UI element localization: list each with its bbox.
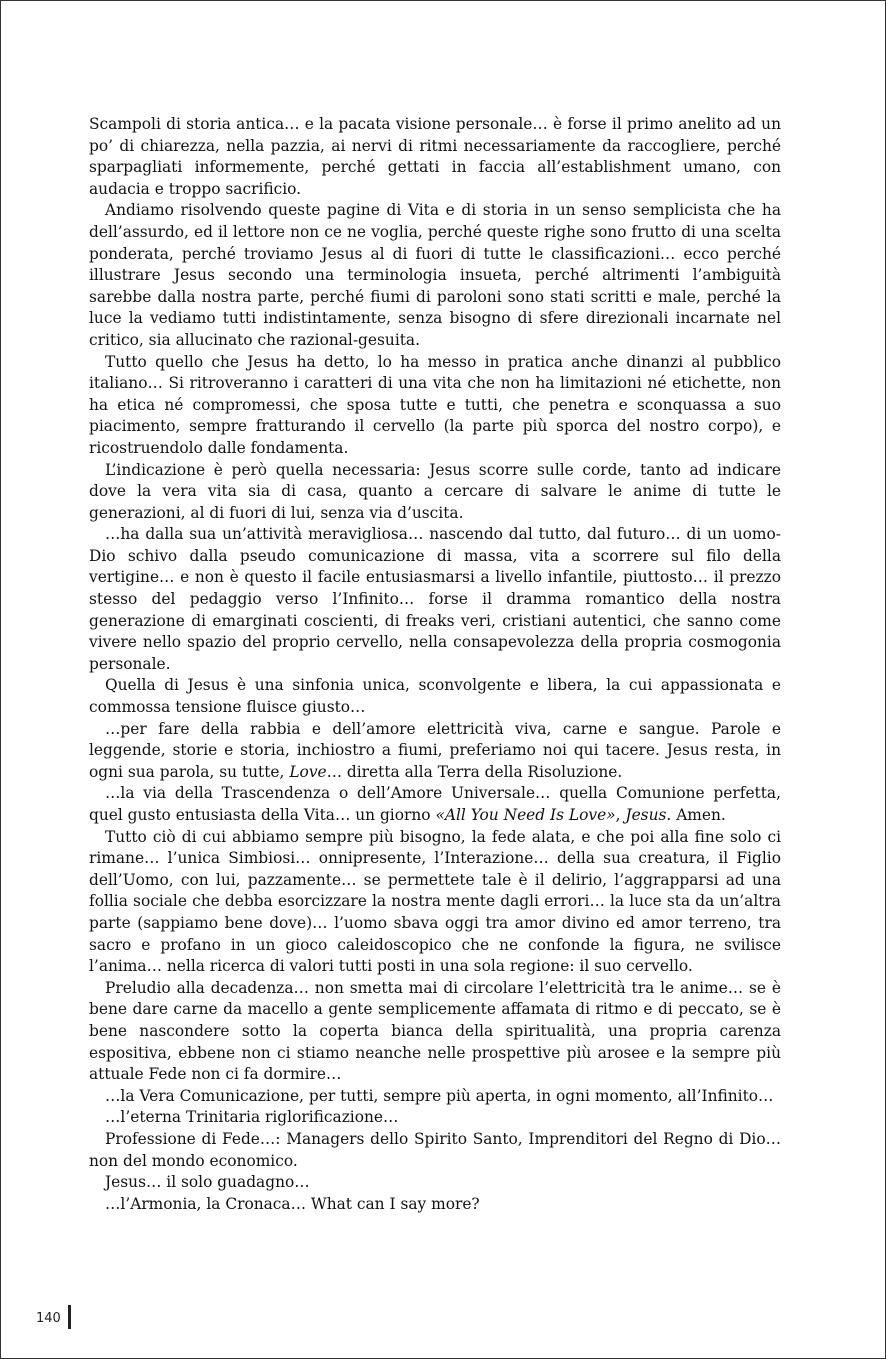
paragraph-5: …ha dalla sua un’attività meravigliosa… nascendo dal tutto, dal futuro… di un uomo-Dio schivo dalla pseudo comunicazione di massa, vita a scorrere sul filo della vertigine… e non è questo il facile entusiasmarsi a livello infantile, piuttosto… il prezzo stesso del pedaggio verso l’Infinito… forse il dramma romantico della nostra generazione di emarginati coscienti, di freaks veri, cristiani autentici, che sanno come vivere nello spazio del proprio cervello, nella consapevolezza della propria cosmogonia personale. <box>89 525 781 673</box>
paragraph-12: …l’eterna Trinitaria riglorificazione… <box>105 1108 399 1127</box>
page-number: 140 <box>36 1311 61 1326</box>
paragraph-11: …la Vera Comunicazione, per tutti, sempre più aperta, in ogni momento, all’Infinito… <box>105 1086 774 1105</box>
paragraph-9: Tutto ciò di cui abbiamo sempre più bisogno, la fede alata, e che poi alla fine solo ci rimane… l’unica Simbiosi… onnipresente, l’Interazione… della sua creatura, il Figlio dell’Uomo, con lui, pazzamente… se permettete tale è il delirio, l’aggrapparsi ad una follia sociale che debba esorcizzare la nostra mente dagli errori… la luce sta da un’altra parte (sappiamo bene dove)… l’uomo sbava oggi tra amor divino ed amor terreno, tra sacro e profano in un gioco caleidoscopico che ne confonde la figura, ne svilisce l’anima… nella ricerca di valori tutti posti in una sola regione: il suo cervello. <box>89 827 781 976</box>
paragraph-3: Tutto quello che Jesus ha detto, lo ha messo in pratica anche dinanzi al pubblico italiano… Si ritroveranno i caratteri di una vita che non ha limitazioni né etichette, non ha etica né compromessi, che sposa tutte e tutti, che penetra e sconquassa a suo piacimento, sempre fratturando il cervello (la parte più sporca del nostro corpo), e ricostruendolo dalle fondamenta. <box>89 352 781 457</box>
paragraph-6: Quella di Jesus è una sinfonia unica, sconvolgente e libera, la cui appassionata e commossa tensione fluisce giusto… <box>89 676 781 717</box>
paragraph-7: …per fare della rabbia e dell’amore elettricità viva, carne e sangue. Parole e leggende, storie e storia, inchiostro a fiumi, preferiamo noi qui tacere. Jesus resta, in ogni sua parola, su tutte, Love… diretta alla Terra della Risoluzione. <box>89 719 781 781</box>
page-number-rule <box>68 1305 71 1329</box>
paragraph-14: Jesus… il solo guadagno… <box>105 1173 310 1192</box>
body-text <box>89 114 781 1215</box>
italic-love: Love <box>289 762 327 781</box>
italic-song-title: «All You Need Is Love» <box>435 806 616 824</box>
italic-jesus: Jesus <box>625 806 667 824</box>
paragraph-1: Scampoli di storia antica… e la pacata visione personale… è forse il primo anelito ad un po’ di chiarezza, nella pazzia, ai nervi di ritmi necessariamente da raccogliere, perché sparpagliati informemente, perché gettati in faccia all’establishment umano, con audacia e troppo sacrificio. <box>89 115 781 198</box>
paragraph-4: L’indicazione è però quella necessaria: Jesus scorre sulle corde, tanto ad indicare dove la vera vita sia di casa, quanto a cercare di salvare le anime di tutte le generazioni, al di fuori di lui, senza via d’uscita. <box>89 460 781 522</box>
paragraph-13: Professione di Fede…: Managers dello Spirito Santo, Imprenditori del Regno di Dio… non del mondo economico. <box>89 1129 781 1170</box>
paragraph-15: …l’Armonia, la Cronaca… What can I say more? <box>105 1194 480 1213</box>
paragraph-2: Andiamo risolvendo queste pagine di Vita e di storia in un senso semplicista che ha dell’assurdo, ed il lettore non ce ne voglia, perché queste righe sono frutto di una scelta ponderata, perché troviamo Jesus al di fuori di tutte le classificazioni… ecco perché illustrare Jesus secondo una terminologia insueta, perché altrimenti l’ambiguità sarebbe dalla nostra parte, perché fiumi di paroloni sono stati scritti e male, perché la luce la vediamo tutti indistintamente, senza bisogno di sfere direzionali incarnate nel critico, sia allucinato che razional-gesuita. <box>89 201 781 349</box>
paragraph-10: Preludio alla decadenza… non smetta mai di circolare l’elettricità tra le anime… se è bene dare carne da macello a gente semplicemente affamata di ritmo e di peccato, se è bene nascondere sotto la coperta bianca della spiritualità, una propria carenza espositiva, ebbene non ci stiamo neanche nelle prospettive più arosee e la sempre più attuale Fede non ci fa dormire… <box>89 978 781 1084</box>
paragraph-8: …la via della Trascendenza o dell’Amore Universale… quella Comunione perfetta, quel gusto entusiasta della Vita… un giorno «All You Need Is Love», Jesus. Amen. <box>89 784 781 824</box>
